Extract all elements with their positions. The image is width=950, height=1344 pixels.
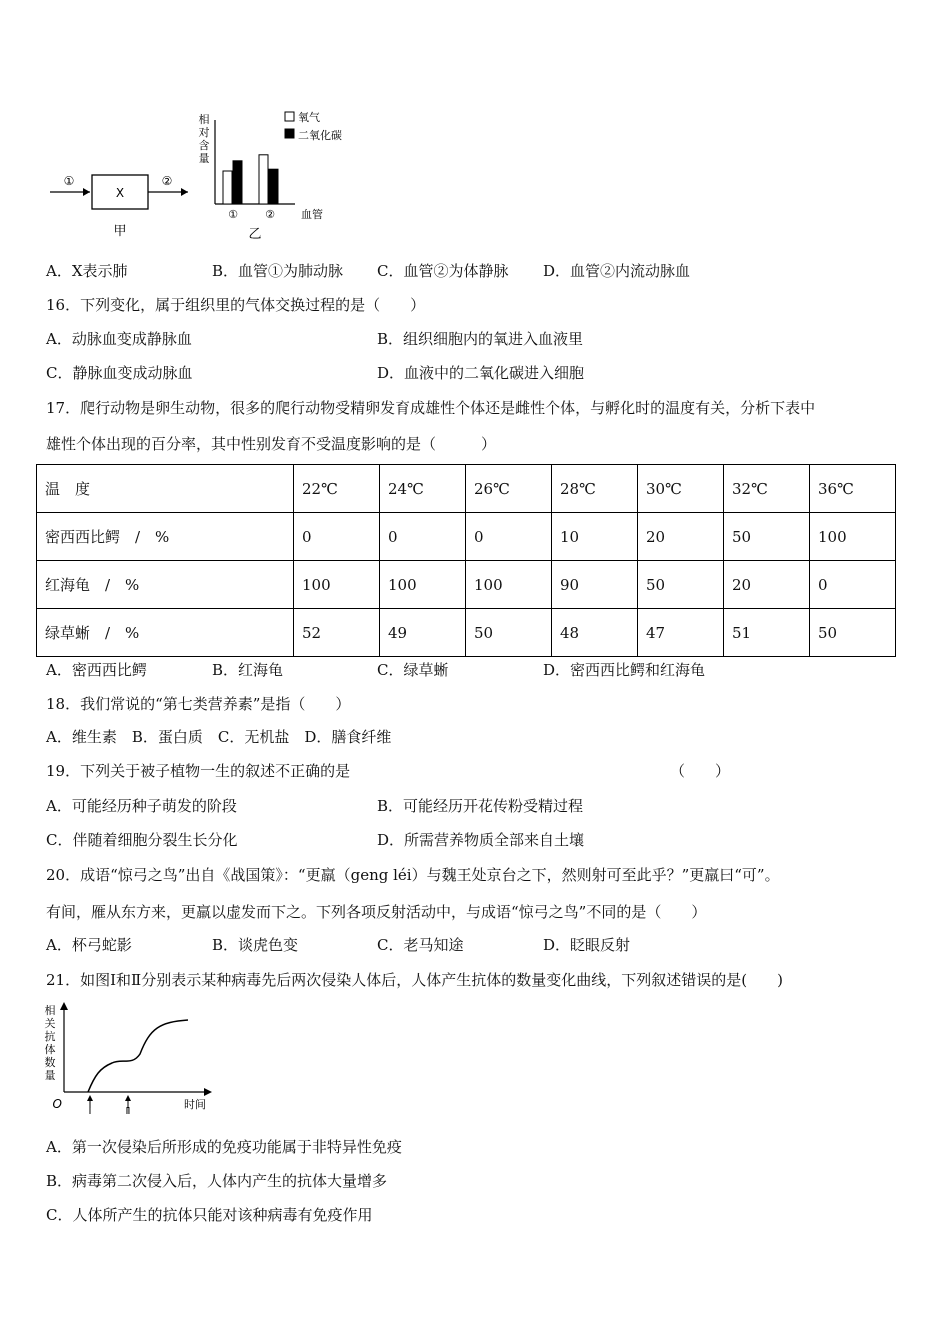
table-cell: 90 [552,561,638,609]
table-header-cell: 26℃ [466,465,552,513]
bar-oxygen-1 [223,171,232,204]
q17-option-b: B．红海龟 [212,661,284,679]
q18-options: A．维生素 B．蛋白质 C．无机盐 D．膳食纤维 [46,728,392,746]
table-cell: 50 [724,513,810,561]
table-cell: 49 [380,609,466,657]
table-cell: 0 [466,513,552,561]
q20-option-d: D．眨眼反射 [543,936,631,954]
q15-option-b: B．血管①为肺动脉 [212,262,344,280]
q20-stem-line2: 有间，雁从东方来，更羸以虚发而下之。下列各项反射活动中，与成语“惊弓之鸟”不同的是（ ） [46,903,707,921]
table-row [37,561,896,609]
table-cell: 100 [810,513,896,561]
legend-co2-swatch [285,129,294,138]
table-cell: 51 [724,609,810,657]
table-header-row [37,465,896,513]
table-header-cell: 36℃ [810,465,896,513]
graph-ylabel-3: 抗 [44,1030,56,1043]
bar-co2-2 [269,169,278,204]
q16-option-c: C．静脉血变成动脉血 [46,364,193,382]
table-row [37,609,896,657]
temperature-table [36,464,896,657]
legend-oxygen-label: 氧气 [298,111,320,124]
q19-option-a: A．可能经历种子萌发的阶段 [46,797,237,815]
table-cell: 50 [638,561,724,609]
q20-option-a: A．杯弓蛇影 [46,936,132,954]
graph-ylabel-2: 关 [44,1017,56,1030]
q15-option-d: D．血管②内流动脉血 [543,262,691,280]
q20-stem-line1: 20．成语“惊弓之鸟”出自《战国策》：“更羸（geng léi）与魏王处京台之下，然则射可至此乎？”更羸曰“可”。 [46,866,780,884]
figure-jia [40,165,200,245]
q21-option-c: C．人体所产生的抗体只能对该种病毒有免疫作用 [46,1206,373,1224]
table-cell: 红海龟 / % [37,561,294,609]
q21-option-b: B．病毒第二次侵入后，人体内产生的抗体大量增多 [46,1172,388,1190]
table-cell: 48 [552,609,638,657]
graph-xlabel: 时间 [184,1098,206,1111]
table-cell: 47 [638,609,724,657]
q19-option-c: C．伴随着细胞分裂生长分化 [46,831,238,849]
yi-cat-2: ② [265,208,275,221]
yi-ylabel-1: 相 [198,113,210,126]
q19-option-d: D．所需营养物质全部来自土壤 [377,831,585,849]
table-cell: 52 [294,609,380,657]
q18-stem: 18．我们常说的“第七类营养素”是指（ ） [46,695,351,713]
q16-option-d: D．血液中的二氧化碳进入细胞 [377,364,585,382]
graph-mark-2: Ⅱ [125,1106,131,1115]
graph-ylabel-6: 量 [44,1069,56,1082]
jia-in-label: ① [63,174,75,188]
jia-box-label: X [115,186,125,200]
table-header-cell: 24℃ [380,465,466,513]
bar-co2-1 [233,161,242,204]
jia-caption: 甲 [113,224,127,239]
q17-option-d: D．密西西比鳄和红海龟 [543,661,706,679]
graph-ylabel-4: 体 [44,1043,56,1056]
q15-option-a: A．X表示肺 [46,262,128,280]
legend-co2-label: 二氧化碳 [298,129,342,142]
yi-ylabel-2: 对 [198,126,210,139]
antibody-curve [88,1020,188,1092]
bar-oxygen-2 [259,155,268,204]
q19-bracket: （ ） [670,762,731,780]
q19-option-b: B．可能经历开花传粉受精过程 [377,797,584,815]
yi-ylabel-4: 量 [198,152,210,165]
table-cell: 20 [724,561,810,609]
table-cell: 0 [294,513,380,561]
table-cell: 50 [466,609,552,657]
table-cell: 100 [380,561,466,609]
q16-option-b: B．组织细胞内的氧进入血液里 [377,330,584,348]
graph-ylabel-1: 相 [44,1004,56,1017]
graph-ylabel-5: 数 [44,1056,56,1069]
table-cell: 绿草蜥 / % [37,609,294,657]
graph-mark-1: Ⅰ [88,1106,92,1115]
yi-cat-1: ① [228,208,238,221]
table-header-cell: 温 度 [37,465,294,513]
figure-yi-chart [195,108,365,243]
q20-option-b: B．谈虎色变 [212,936,299,954]
q15-option-c: C．血管②为体静脉 [377,262,509,280]
table-header-cell: 32℃ [724,465,810,513]
q17-option-a: A．密西西比鳄 [46,661,147,679]
q16-option-a: A．动脉血变成静脉血 [46,330,192,348]
yi-ylabel-3: 含 [198,139,210,152]
q20-option-c: C．老马知途 [377,936,464,954]
q17-option-c: C．绿草蜥 [377,661,449,679]
jia-out-label: ② [161,174,173,188]
table-cell: 100 [294,561,380,609]
yi-caption: 乙 [248,227,262,242]
table-header-cell: 22℃ [294,465,380,513]
q21-stem: 21．如图Ⅰ和Ⅱ分别表示某种病毒先后两次侵染人体后，人体产生抗体的数量变化曲线，下列叙述错误的是( ) [46,971,783,989]
table-header-cell: 28℃ [552,465,638,513]
q16-stem: 16．下列变化，属于组织里的气体交换过程的是（ ） [46,296,426,314]
q17-stem-line1: 17．爬行动物是卵生动物，很多的爬行动物受精卵发育成雄性个体还是雌性个体，与孵化时的温度有关，分析下表中 [46,399,816,417]
legend-oxygen-swatch [285,112,294,121]
table-cell: 密西西比鳄 / % [37,513,294,561]
table-cell: 50 [810,609,896,657]
q21-option-a: A．第一次侵染后所形成的免疫功能属于非特异性免疫 [46,1138,402,1156]
q19-stem: 19．下列关于被子植物一生的叙述不正确的是 [46,762,351,780]
table-cell: 10 [552,513,638,561]
table-row [37,513,896,561]
table-header-cell: 30℃ [638,465,724,513]
table-cell: 20 [638,513,724,561]
q17-stem-line2: 雄性个体出现的百分率，其中性别发育不受温度影响的是（ ） [46,435,497,453]
table-cell: 0 [380,513,466,561]
antibody-graph [40,1000,220,1115]
table-cell: 0 [810,561,896,609]
table-cell: 100 [466,561,552,609]
graph-origin: O [52,1097,62,1111]
yi-xlabel: 血管 [301,208,323,221]
